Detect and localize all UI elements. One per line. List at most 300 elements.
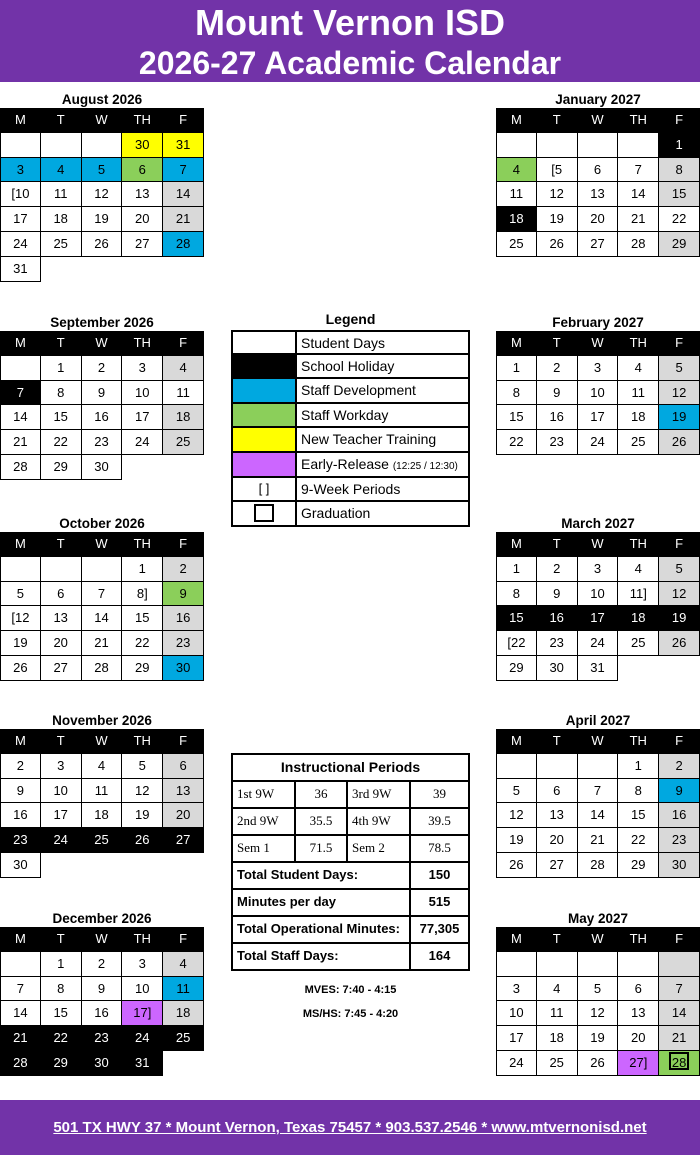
day-cell: 5	[659, 557, 700, 582]
day-cell: 2	[659, 754, 700, 779]
day-cell: 5	[122, 754, 163, 779]
day-cell: 15	[659, 182, 700, 207]
day-cell: 22	[41, 1026, 82, 1051]
day-cell	[537, 952, 578, 977]
day-cell: 28	[0, 455, 41, 480]
weekday-header: F	[163, 331, 204, 356]
weekday-header: W	[82, 532, 123, 557]
period-value: 35.5	[296, 809, 348, 834]
graduation-box-icon	[233, 502, 297, 525]
day-cell: 2	[82, 356, 123, 381]
total-operational-minutes-row	[233, 917, 468, 944]
day-cell: 15	[41, 405, 82, 430]
month-title: December 2026	[52, 911, 152, 926]
weekday-header: TH	[618, 108, 659, 133]
weekday-header: M	[0, 729, 41, 754]
day-cell: 29	[618, 853, 659, 878]
day-cell: 16	[82, 1001, 123, 1026]
legend-title: Legend	[325, 311, 376, 327]
month-title: September 2026	[50, 315, 154, 330]
total-value: 164	[428, 948, 451, 963]
day-cell: 10	[122, 381, 163, 406]
day-cell: 29	[41, 455, 82, 480]
day-cell	[41, 557, 82, 582]
weekday-header: M	[496, 108, 537, 133]
day-cell: 18	[618, 606, 659, 631]
day-cell: 23	[163, 631, 204, 656]
day-cell: 11	[537, 1001, 578, 1026]
month-title: October 2026	[59, 516, 145, 531]
day-cell: 3	[122, 356, 163, 381]
weekday-header: F	[163, 108, 204, 133]
month-grid	[496, 331, 700, 455]
day-cell: 16	[659, 803, 700, 828]
month-october-2026	[0, 516, 204, 681]
day-cell: 26	[82, 232, 123, 257]
day-cell: 18	[537, 1026, 578, 1051]
day-cell: 12	[82, 182, 123, 207]
weekday-header: F	[163, 532, 204, 557]
legend	[231, 311, 470, 527]
day-cell: 17	[496, 1026, 537, 1051]
legend-row-school-holiday	[231, 355, 470, 380]
day-cell: 26	[496, 853, 537, 878]
weekday-header: T	[537, 532, 578, 557]
legend-label	[297, 453, 468, 476]
weekday-header: TH	[122, 927, 163, 952]
weekday-header: T	[41, 927, 82, 952]
day-cell: 24	[578, 631, 619, 656]
day-cell	[0, 952, 41, 977]
day-cell: 20	[537, 828, 578, 853]
day-cell: 21	[659, 1026, 700, 1051]
day-cell: 24	[0, 232, 41, 257]
weekday-header: T	[537, 108, 578, 133]
empty-cell	[163, 455, 204, 480]
day-cell: 10	[578, 381, 619, 406]
legend-swatch-white	[233, 332, 297, 353]
weekday-header: F	[659, 331, 700, 356]
day-cell: 27	[163, 828, 204, 853]
legend-label-note: (12:25 / 12:30)	[392, 460, 458, 472]
day-cell: 23	[537, 631, 578, 656]
day-cell: 29	[122, 656, 163, 681]
day-cell: 1	[618, 754, 659, 779]
empty-cell	[122, 853, 163, 878]
weekday-header: W	[578, 331, 619, 356]
day-cell: 24	[122, 430, 163, 455]
month-grid	[0, 927, 204, 1076]
day-cell: 1	[659, 133, 700, 158]
day-cell: [12	[0, 606, 41, 631]
day-cell: 19	[537, 207, 578, 232]
month-title: February 2027	[552, 315, 644, 330]
mves-hours: MVES: 7:40 - 4:15	[304, 984, 397, 996]
day-cell: 7	[163, 158, 204, 183]
day-cell	[82, 133, 123, 158]
total-student-days-row	[233, 863, 468, 890]
footer-contact[interactable]	[0, 1100, 700, 1155]
weekday-header: T	[41, 108, 82, 133]
weekday-header: TH	[122, 108, 163, 133]
day-cell: 25	[496, 232, 537, 257]
weekday-header: M	[0, 927, 41, 952]
legend-row-staff-workday	[231, 404, 470, 429]
day-cell	[578, 754, 619, 779]
day-cell: 12	[122, 779, 163, 804]
month-grid	[496, 532, 700, 681]
day-cell: 12	[496, 803, 537, 828]
day-cell: 5	[496, 779, 537, 804]
empty-cell	[122, 455, 163, 480]
legend-row-staff-development	[231, 379, 470, 404]
day-cell: 31	[578, 656, 619, 681]
day-cell	[537, 133, 578, 158]
day-cell: 10	[122, 977, 163, 1002]
day-cell: 12	[578, 1001, 619, 1026]
period-label: 3rd 9W	[348, 782, 411, 807]
day-cell: 9	[659, 779, 700, 804]
day-cell: 20	[163, 803, 204, 828]
day-cell: 6	[41, 582, 82, 607]
day-cell: 6	[163, 754, 204, 779]
day-cell: 4	[618, 356, 659, 381]
day-cell: 11	[618, 381, 659, 406]
day-cell: 3	[496, 977, 537, 1002]
day-cell: 2	[0, 754, 41, 779]
day-cell: 7	[82, 582, 123, 607]
weekday-header: F	[659, 729, 700, 754]
legend-label: School Holiday	[301, 357, 395, 374]
day-cell: 14	[659, 1001, 700, 1026]
day-cell: 5	[578, 977, 619, 1002]
day-cell: 15	[122, 606, 163, 631]
day-cell: 25	[41, 232, 82, 257]
day-cell: 16	[537, 405, 578, 430]
empty-cell	[82, 257, 123, 282]
period-value: 39	[433, 786, 446, 801]
period-label: Sem 1	[233, 836, 296, 861]
day-cell: 16	[0, 803, 41, 828]
day-cell: 25	[618, 631, 659, 656]
day-cell: 18	[82, 803, 123, 828]
day-cell: 28	[618, 232, 659, 257]
mshs-hours: MS/HS: 7:45 - 4:20	[302, 1008, 399, 1020]
day-cell: 25	[618, 430, 659, 455]
box-icon	[254, 504, 274, 522]
day-cell: 16	[537, 606, 578, 631]
day-cell: 12	[659, 582, 700, 607]
weekday-header: F	[659, 927, 700, 952]
day-cell: 20	[578, 207, 619, 232]
total-label: Minutes per day	[233, 890, 411, 915]
day-cell: 17	[41, 803, 82, 828]
day-cell: 13	[537, 803, 578, 828]
calendar-title: 2026-27 Academic Calendar	[138, 45, 562, 81]
day-cell: 31	[163, 133, 204, 158]
legend-row-student-days	[231, 330, 470, 355]
month-grid	[496, 108, 700, 257]
weekday-header: TH	[618, 729, 659, 754]
weekday-header: T	[41, 729, 82, 754]
weekday-header: T	[537, 729, 578, 754]
day-cell: 12	[537, 182, 578, 207]
weekday-header: TH	[122, 331, 163, 356]
footer-text[interactable]: 501 TX HWY 37 * Mount Vernon, Texas 75457 * 903.537.2546 * www.mtvernonisd.net	[53, 1119, 647, 1136]
day-cell: 29	[659, 232, 700, 257]
day-cell	[618, 133, 659, 158]
day-cell: 4	[163, 952, 204, 977]
legend-label: Graduation	[301, 505, 371, 522]
day-cell: 28	[578, 853, 619, 878]
day-cell: 19	[0, 631, 41, 656]
day-cell: 4	[537, 977, 578, 1002]
day-cell: 21	[578, 828, 619, 853]
day-cell: 16	[163, 606, 204, 631]
month-grid	[0, 532, 204, 681]
day-cell: 26	[122, 828, 163, 853]
day-cell: 8]	[122, 582, 163, 607]
day-cell: 27	[41, 656, 82, 681]
legend-row-graduation	[231, 502, 470, 527]
period-label: 1st 9W	[233, 782, 296, 807]
day-cell: 28	[82, 656, 123, 681]
day-cell: 17	[122, 405, 163, 430]
day-cell: 5	[0, 582, 41, 607]
instructional-periods-title: Instructional Periods	[233, 755, 468, 782]
day-cell	[496, 133, 537, 158]
day-cell: 8	[496, 381, 537, 406]
empty-cell	[41, 257, 82, 282]
day-cell: 1	[496, 557, 537, 582]
day-cell: 26	[537, 232, 578, 257]
day-cell: 5	[659, 356, 700, 381]
month-august-2026	[0, 92, 204, 282]
weekday-header: F	[163, 729, 204, 754]
weekday-header: W	[578, 927, 619, 952]
day-cell	[0, 133, 41, 158]
day-cell: 15	[496, 405, 537, 430]
instructional-periods-table	[231, 753, 470, 971]
day-cell: 9	[163, 582, 204, 607]
month-grid	[0, 331, 204, 480]
month-december-2026	[0, 911, 204, 1076]
weekday-header: W	[578, 729, 619, 754]
weekday-header: TH	[122, 532, 163, 557]
day-cell: 26	[0, 656, 41, 681]
day-cell: 18	[41, 207, 82, 232]
period-row	[233, 836, 468, 863]
day-cell	[659, 1051, 700, 1076]
day-cell: 6	[537, 779, 578, 804]
day-cell: 14	[82, 606, 123, 631]
legend-label-text: Early-Release	[301, 455, 389, 472]
day-cell: 30	[82, 1051, 123, 1076]
day-cell: 22	[41, 430, 82, 455]
day-cell: 10	[41, 779, 82, 804]
day-cell: 5	[82, 158, 123, 183]
day-cell: 11	[163, 381, 204, 406]
day-cell: 21	[618, 207, 659, 232]
day-cell: [5	[537, 158, 578, 183]
day-cell: 25	[163, 1026, 204, 1051]
day-cell: 14	[0, 405, 41, 430]
day-cell: 8	[496, 582, 537, 607]
period-value: 39.5	[428, 813, 451, 828]
day-cell: 2	[82, 952, 123, 977]
weekday-header: TH	[122, 729, 163, 754]
month-january-2027	[496, 92, 700, 257]
day-cell: 11]	[618, 582, 659, 607]
month-february-2027	[496, 315, 700, 455]
legend-label: 9-Week Periods	[301, 480, 401, 497]
month-may-2027	[496, 911, 700, 1076]
day-cell: 9	[537, 381, 578, 406]
total-staff-days-row	[233, 944, 468, 969]
day-cell	[659, 952, 700, 977]
day-cell: 10	[496, 1001, 537, 1026]
day-cell	[618, 952, 659, 977]
legend-swatch-green	[233, 404, 297, 427]
day-cell: 30	[0, 853, 41, 878]
weekday-header: W	[82, 729, 123, 754]
day-cell: 7	[0, 977, 41, 1002]
day-cell: 10	[578, 582, 619, 607]
month-title: May 2027	[567, 911, 629, 926]
weekday-header: M	[496, 331, 537, 356]
day-cell: 3	[0, 158, 41, 183]
weekday-header: TH	[618, 331, 659, 356]
empty-cell	[41, 853, 82, 878]
day-cell: 7	[659, 977, 700, 1002]
legend-swatch-black	[233, 355, 297, 378]
month-grid	[0, 729, 204, 878]
month-title: November 2026	[52, 713, 152, 728]
weekday-header: W	[578, 108, 619, 133]
day-cell: 2	[163, 557, 204, 582]
day-cell: 31	[0, 257, 41, 282]
day-cell: 3	[122, 952, 163, 977]
period-row	[233, 809, 468, 836]
total-value: 77,305	[419, 921, 460, 936]
day-cell: 19	[82, 207, 123, 232]
day-cell: [22	[496, 631, 537, 656]
day-cell: 8	[659, 158, 700, 183]
period-value: 71.5	[296, 836, 348, 861]
day-cell: 14	[163, 182, 204, 207]
weekday-header: F	[659, 532, 700, 557]
month-november-2026	[0, 713, 204, 878]
day-cell: 21	[82, 631, 123, 656]
day-cell: 11	[82, 779, 123, 804]
day-cell: 14	[618, 182, 659, 207]
day-cell	[578, 133, 619, 158]
legend-row-9-week-periods	[231, 478, 470, 503]
weekday-header: W	[82, 927, 123, 952]
day-cell: 19	[496, 828, 537, 853]
day-cell: 18	[618, 405, 659, 430]
day-cell: 7	[578, 779, 619, 804]
total-value: 515	[428, 894, 451, 909]
period-label: 4th 9W	[348, 809, 411, 834]
day-cell: 11	[41, 182, 82, 207]
weekday-header: F	[659, 108, 700, 133]
day-cell: 19	[122, 803, 163, 828]
day-cell: 3	[41, 754, 82, 779]
day-cell: 1	[122, 557, 163, 582]
weekday-header: M	[0, 532, 41, 557]
month-title: April 2027	[565, 713, 631, 728]
day-cell	[0, 356, 41, 381]
day-cell: 18	[163, 405, 204, 430]
month-grid	[496, 927, 700, 1076]
day-cell: 9	[82, 381, 123, 406]
day-cell: 17	[578, 405, 619, 430]
day-cell: 13	[618, 1001, 659, 1026]
day-cell	[496, 754, 537, 779]
day-cell: 19	[659, 606, 700, 631]
bracket-icon: [ ]	[233, 478, 297, 501]
weekday-header: M	[496, 729, 537, 754]
day-cell: 22	[618, 828, 659, 853]
day-cell: 12	[659, 381, 700, 406]
day-cell: 1	[496, 356, 537, 381]
district-name: Mount Vernon ISD	[195, 2, 505, 43]
day-cell: 28	[0, 1051, 41, 1076]
legend-label: Staff Workday	[301, 406, 389, 423]
month-september-2026	[0, 315, 204, 480]
day-cell	[41, 133, 82, 158]
day-cell: 21	[0, 430, 41, 455]
day-cell: 23	[659, 828, 700, 853]
day-cell: 26	[659, 430, 700, 455]
day-cell: 24	[122, 1026, 163, 1051]
day-cell: 28	[163, 232, 204, 257]
month-title: August 2026	[61, 92, 143, 107]
day-cell: 18	[496, 207, 537, 232]
month-april-2027	[496, 713, 700, 878]
empty-cell	[163, 1051, 204, 1076]
day-cell: 30	[163, 656, 204, 681]
day-cell: 23	[537, 430, 578, 455]
day-cell: 11	[163, 977, 204, 1002]
day-cell: 13	[41, 606, 82, 631]
weekday-header: TH	[618, 532, 659, 557]
day-cell: 26	[659, 631, 700, 656]
total-label: Total Student Days:	[233, 863, 411, 888]
graduation-day: 28	[669, 1052, 689, 1070]
day-cell: 6	[578, 158, 619, 183]
weekday-header: T	[537, 927, 578, 952]
month-title: March 2027	[561, 516, 635, 531]
legend-row-new-teacher-training	[231, 428, 470, 453]
weekday-header: M	[496, 532, 537, 557]
day-cell: 30	[82, 455, 123, 480]
empty-cell	[163, 853, 204, 878]
day-cell: 22	[496, 430, 537, 455]
day-cell: 20	[122, 207, 163, 232]
day-cell: 14	[0, 1001, 41, 1026]
day-cell: 27	[578, 232, 619, 257]
day-cell: 9	[82, 977, 123, 1002]
weekday-header: W	[82, 331, 123, 356]
day-cell: 30	[537, 656, 578, 681]
day-cell: 1	[41, 356, 82, 381]
day-cell: 2	[537, 356, 578, 381]
day-cell: 6	[618, 977, 659, 1002]
day-cell: 19	[659, 405, 700, 430]
period-label: 2nd 9W	[233, 809, 296, 834]
